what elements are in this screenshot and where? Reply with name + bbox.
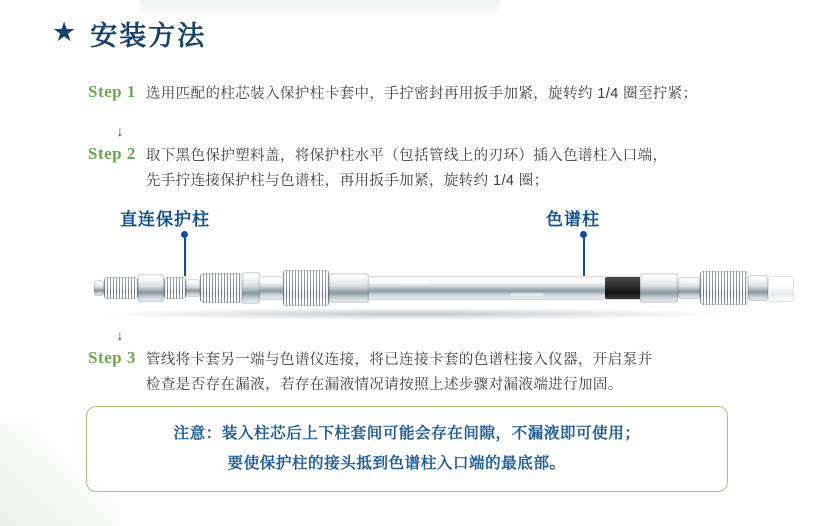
column-part-body-2 (329, 273, 369, 303)
note-text-block (174, 419, 641, 479)
callout-guard-column: 直连保护柱 (120, 210, 210, 229)
column-part-union-1 (242, 272, 260, 304)
column-part-dark-band (605, 277, 643, 299)
step-3-line-1: 管线将卡套另一端与色谱仪连接，将已连接卡套的色谱柱接入仪器，开启泵并 (145, 352, 653, 368)
column-highlight-1 (400, 281, 426, 284)
column-part-nut-1 (104, 277, 138, 299)
column-part-nut-2 (164, 277, 186, 299)
column-part-body-4 (748, 275, 768, 301)
page-title-text: 安装方法 (90, 21, 207, 51)
step-2-text-block (146, 144, 668, 194)
step-3-line-2: 检查是否存在漏液，若存在漏液情况请按照上述步骤对漏液端进行加固。 (145, 377, 623, 393)
step-2 (88, 144, 748, 194)
column-part-nut-4 (700, 271, 748, 305)
column-shadow (100, 308, 725, 320)
column-part-guard-cartridge (200, 273, 242, 303)
step-1-label: Step 1 (88, 82, 136, 101)
step-arrow-1-icon: ↓ (116, 123, 124, 139)
column-part-tubing-left (94, 280, 104, 296)
step-1 (88, 82, 698, 107)
step-arrow-2-icon: ↓ (116, 327, 124, 343)
column-part-end-cap (768, 276, 794, 302)
step-1-text: 选用匹配的柱芯装入保护柱卡套中，手拧密封再用扳手加紧，旋转约 1/4 圈至拧紧； (145, 86, 698, 102)
step-3-label: Step 3 (88, 348, 136, 367)
callout-analytical-column: 色谱柱 (546, 210, 600, 229)
column-assembly-image (80, 258, 740, 322)
step-2-line-2: 先手拧连接保护柱与色谱柱，再用扳手加紧，旋转约 1/4 圈； (145, 173, 549, 189)
column-part-nut-3 (283, 270, 329, 306)
star-icon: ★ (52, 17, 77, 47)
page-title (52, 14, 206, 53)
step-3 (88, 348, 748, 398)
note-line-1: 注意：装入柱芯后上下柱套间可能会存在间隙，不漏液即可使用； (173, 425, 641, 442)
step-3-text-block (146, 348, 653, 398)
note-line-2: 要使保护柱的接头抵到色谱柱入口端的最底部。 (227, 455, 566, 472)
column-part-ferrule-1 (186, 279, 200, 297)
step-2-line-1: 取下黑色保护塑料盖，将保护柱水平（包括管线上的刃环）插入色谱柱入口端， (145, 148, 668, 164)
column-highlight-2 (510, 293, 544, 296)
column-part-body-3 (640, 273, 678, 303)
step-2-label: Step 2 (88, 144, 136, 163)
note-box (86, 406, 728, 492)
column-part-ferrule-2 (678, 277, 700, 299)
column-part-body-1 (138, 274, 164, 302)
